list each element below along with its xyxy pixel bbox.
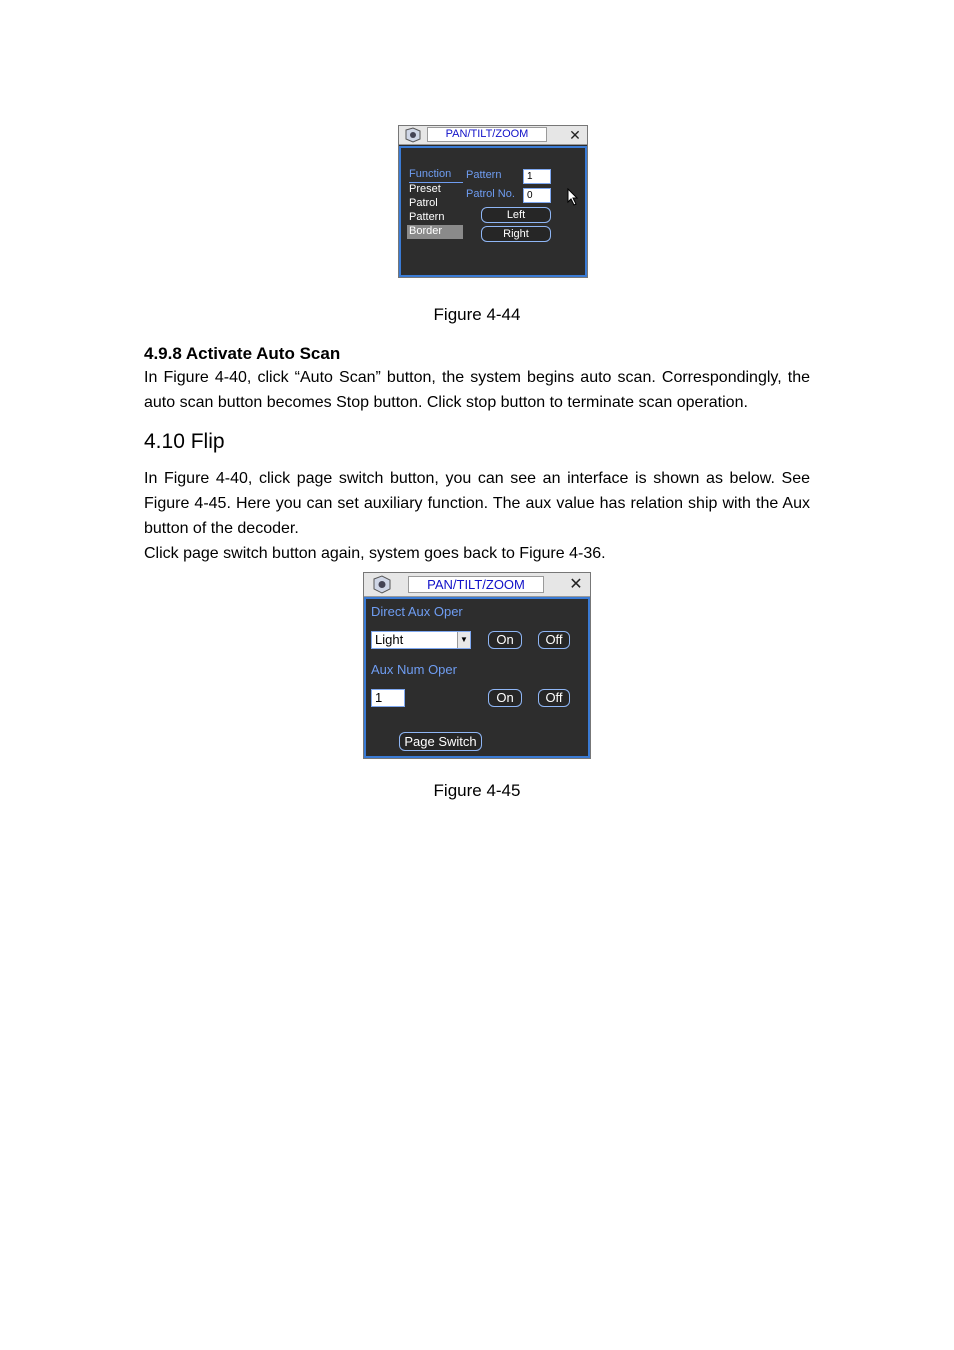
camera-logo-icon: [403, 127, 423, 143]
section-4-9-8-heading: 4.9.8 Activate Auto Scan: [144, 344, 341, 363]
section-4-10-heading: 4.10 Flip: [144, 430, 225, 453]
aux-num-input[interactable]: 1: [371, 689, 405, 707]
close-icon[interactable]: ✕: [569, 127, 581, 143]
pattern-label: Pattern: [466, 169, 502, 181]
direct-off-button[interactable]: Off: [538, 631, 570, 649]
direct-aux-oper-label: Direct Aux Oper: [371, 604, 463, 619]
ptz-aux-dialog: [363, 572, 591, 759]
page-switch-button[interactable]: Page Switch: [399, 732, 482, 751]
title-bar[interactable]: [399, 126, 587, 145]
direct-aux-select-value: Light: [375, 632, 404, 647]
section-4-9-8-body: [144, 365, 810, 415]
menu-item-pattern[interactable]: Pattern: [409, 211, 445, 223]
ptz-dialog-border: [398, 125, 588, 278]
section-4-10-paragraph-1: In Figure 4-40, click page switch button, you can see an interface is shown as below. See Figure 4-45. Here you can set auxiliary function. The aux value has relation ship with the Aux button of the decoder.: [144, 470, 810, 537]
dialog-title: PAN/TILT/ZOOM: [408, 576, 544, 593]
patrol-no-input[interactable]: 0: [523, 188, 551, 203]
direct-on-button[interactable]: On: [488, 631, 522, 649]
num-on-button[interactable]: On: [488, 689, 522, 707]
chevron-down-icon[interactable]: ▼: [457, 632, 470, 648]
menu-item-preset[interactable]: Preset: [409, 183, 441, 195]
dialog-body: [364, 597, 590, 758]
patrol-no-label: Patrol No.: [466, 188, 515, 200]
title-bar[interactable]: [364, 573, 590, 597]
section-4-10-body: [144, 466, 810, 566]
close-icon[interactable]: ✕: [569, 576, 583, 593]
mouse-cursor-icon: [567, 188, 579, 206]
figure-4-45-caption: Figure 4-45: [433, 781, 521, 800]
figure-4-44-caption: Figure 4-44: [433, 305, 521, 324]
left-button[interactable]: Left: [481, 207, 551, 223]
section-4-9-8-paragraph: In Figure 4-40, click “Auto Scan” button, the system begins auto scan. Correspondingly, the auto scan button becomes Stop button. Click stop button to terminate scan operation.: [144, 369, 810, 411]
aux-num-oper-label: Aux Num Oper: [371, 662, 457, 677]
num-off-button[interactable]: Off: [538, 689, 570, 707]
pattern-input[interactable]: 1: [523, 169, 551, 184]
direct-aux-select[interactable]: [371, 631, 471, 649]
right-button[interactable]: Right: [481, 226, 551, 242]
function-label: Function: [409, 168, 452, 180]
menu-item-border[interactable]: Border: [409, 225, 443, 237]
dialog-body: [399, 146, 587, 277]
dialog-title: PAN/TILT/ZOOM: [427, 127, 547, 142]
section-4-10-paragraph-2: Click page switch button again, system goes back to Figure 4-36.: [144, 545, 606, 562]
menu-item-patrol[interactable]: Patrol: [409, 197, 438, 209]
camera-logo-icon: [370, 575, 394, 594]
